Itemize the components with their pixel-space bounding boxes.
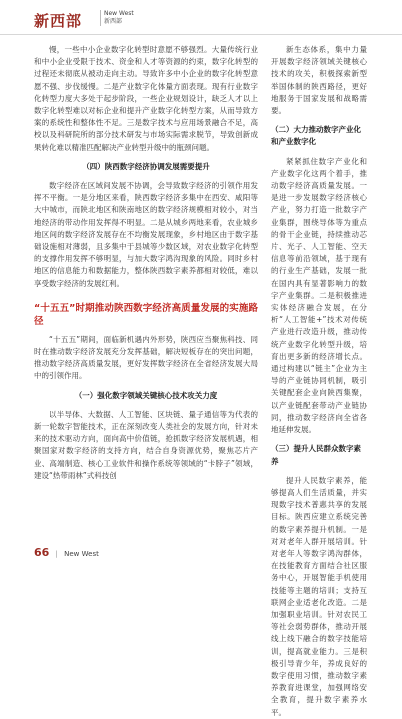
paragraph: “十五五”期间，面临新机遇内外形势，陕西应当聚焦科技、同时在推动数字经济发展充分发挥基础，解决短板存在的突出问题，推动数字经济高质量发展，更好发挥数字经济在全省经济发展大局中的引领作用。 [34, 334, 258, 381]
section-heading: “十五五”时期推动陕西数字经济高质量发展的实施路径 [34, 302, 258, 327]
section-subheading: （三）提升人民群众数字素养 [271, 444, 361, 466]
logo-subtitle-zh: 新西部 [104, 18, 123, 25]
section-subheading: （四）陕西数字经济协调发展需要提升 [82, 161, 210, 171]
footer-divider: | [55, 550, 58, 558]
paragraph: 数字经济在区域间发展不协调，会导致数字经济的引领作用发挥不平衡。一是分地区来看，陕西数字经济多集中在西安、咸阳等大中城市，而陕北地区和陕南地区的数字经济规模相对较小，对当地经济的带动作用发挥得不明显。二是从城乡两地来看，农业城乡地区间的数字经济发展存在不均衡发展现象，乡村地区由于数字基础设施相对薄弱，且多集中于县城等少数区域，对农业数字化转型的支撑作用发挥不够明显，与加大数字鸿沟现象的风险。同时乡村地区的信息能力和数据能力，整体陕西数字素养都相对较低，难以享受数字经济的发展红利。 [34, 181, 258, 288]
left-column [34, 44, 258, 482]
page-number: 66 [34, 546, 50, 559]
right-column [271, 44, 367, 719]
page-header [0, 0, 402, 35]
paragraph: 紧紧抓住数字产业化和产业数字化这两个着手，推动数字经济高质量发展。一是进一步发展数字经济核心产业，努力打造一批数字产业集群，围绕导体等为重点的骨干企业链，持续推动芯片、光子、人工智能、空天信息等前沿领域，基于现有的行业生产基础，发展一批在国内具有显著影响力的数字产业集群。二是积极推进实体经济融合发展，在分析“人工智能+”技术对传统产业进行改造升级，推动传统产业数字化转型升级，培育出更多新的经济增长点。通过构建以“链主”企业为主导的产业链协同机制，吸引关键配套企业向陕西集聚，以产业链配套带动产业链协同，推动数字经济向全省各地延伸发展。 [271, 156, 367, 435]
logo-subtitle-en: New West [104, 10, 134, 17]
paragraph: 新生态体系，集中力量开展数字经济领域关键核心技术的攻关，积极探索新型举国体制的陕西路径，更好地服务于国家发展和战略需要。 [271, 45, 367, 116]
section-subheading: （二）大力推动数字产业化和产业数字化 [271, 125, 361, 147]
footer-magazine-name: New West [64, 550, 99, 558]
magazine-logo: 新西部 [34, 12, 83, 30]
paragraph: 以半导体、大数据、人工智能、区块链、量子通信等为代表的新一轮数字智能技术，正在深刻改变人类社会的发展方向，针对未来的技术驱动方向，面向高中价值链，抢抓数字经济发展机遇，相聚国家对数字经济的支持方向，结合自身资源优势，聚焦芯片产业、高端制造、核心工业软件和操作系统等领域的“卡脖子”领域，建设“热带雨林”式科技创 [34, 409, 258, 480]
section-subheading: （一）强化数字领域关键核心技术攻关力度 [74, 390, 218, 400]
magazine-logo-subtitle [100, 10, 134, 26]
page-footer [34, 546, 99, 559]
paragraph: 慢，一些中小企业数字化转型时意愿不够强烈。大量传统行业和中小企业受限于技术、资金和人才等资源的约束，数字化转型的过程还未彻底从被动走向主动。导致许多中小企业的数字化转型意愿不强、步伐缓慢。二是产业数字化体量方面表现。现有行业数字化转型力度大多处于起步阶段，一些企业规划设计，缺乏人才以上数字化转型难以对标企业和提升产业数字化转型方案，从而导致方案的系统性和整体性不足。三是数字技术与应用场景融合不足，高校以及科研院所的部分技术研发与市场实际需求脱节，导致创新成果转化难以精准匹配解决产业转型升级中的瓶颈问题。 [34, 45, 258, 152]
paragraph: 提升人民数字素养，能够提高人们生活质量，并实现数字技术普惠共享的发展目标。陕西应建立系统完善的数字素养提升机制。一是对对老年人群开展培训。针对老年人等数字鸿沟群体，在技能教育方面结合社区服务中心，开展智能手机使用技能等主题的培训；支持互联网企业适老化改造。二是加强职业培训。针对农民工等社会弱势群体，推动开展线上线下融合的数字技能培训，提高就业能力。三是积极引导青少年，养成良好的数字使用习惯，推动数字素养教育进课堂，加强网络安全教育，提升数字素养水平。 [271, 475, 367, 717]
